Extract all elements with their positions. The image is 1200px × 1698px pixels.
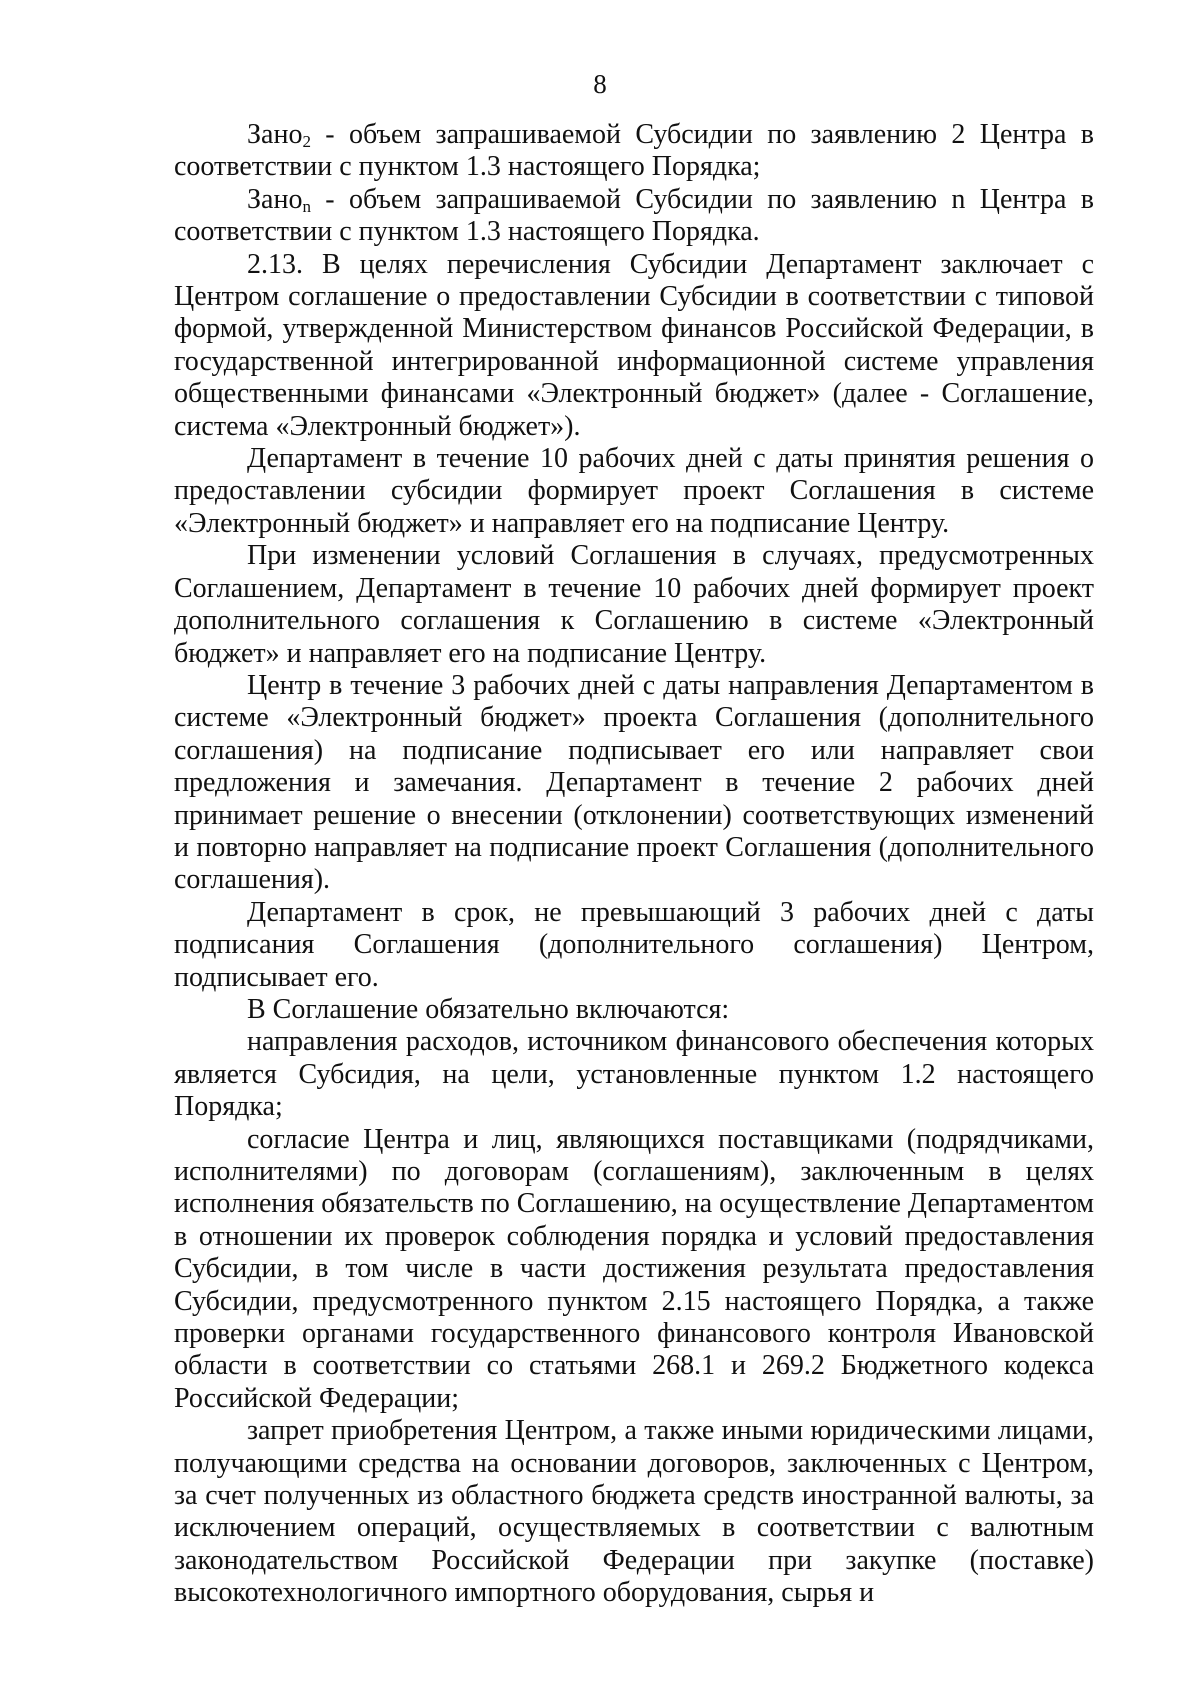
paragraph-formula-term-n	[174, 184, 1094, 249]
paragraph-clause-2-13: 2.13. В целях перечисления Субсидии Департамент заключает с Центром соглашение о предоставлении Субсидии в соответствии с типовой формой, утвержденной Министерством финансов Российской Федерации, в государственной интегрированной информационной системе управления общественными финансами «Электронный бюджет» (далее - Соглашение, система «Электронный бюджет»).	[174, 248, 1094, 442]
paragraph-agreement-includes: В Соглашение обязательно включаются:	[247, 993, 730, 1025]
page-number: 8	[593, 69, 607, 99]
document-body	[174, 119, 1094, 1610]
paragraph-department-signing: Департамент в срок, не превышающий 3 рабочих дней с даты подписания Соглашения (дополнительного соглашения) Центром, подписывает его.	[174, 896, 1094, 993]
formula-definition: - объем запрашиваемой Субсидии по заявлению n Центра в соответствии с пунктом 1.3 настоящего Порядка.	[174, 183, 1094, 248]
paragraph-center-signing: Центр в течение 3 рабочих дней с даты направления Департаментом в системе «Электронный бюджет» проекта Соглашения (дополнительного соглашения) на подписание подписывает его или направляет свои предложения и замечания. Департамент в течение 2 рабочих дней принимает решение о внесении (отклонении) соответствующих изменений и повторно направляет на подписание проект Соглашения (дополнительного соглашения).	[174, 669, 1094, 896]
paragraph-consent-checks: согласие Центра и лиц, являющихся поставщиками (подрядчиками, исполнителями) по договорам (соглашениям), заключенным в целях исполнения обязательств по Соглашению, на осуществление Департаментом в отношении их проверок соблюдения порядка и условий предоставления Субсидии, в том числе в части достижения результата предоставления Субсидии, предусмотренного пунктом 2.15 настоящего Порядка, а также проверки органами государственного финансового контроля Ивановской области в соответствии со статьями 268.1 и 269.2 Бюджетного кодекса Российской Федерации;	[174, 1123, 1095, 1414]
formula-term: Зано	[247, 183, 303, 215]
formula-subscript: n	[302, 196, 311, 216]
formula-definition: - объем запрашиваемой Субсидии по заявлению 2 Центра в соответствии с пунктом 1.3 настоящего Порядка;	[174, 119, 1094, 183]
formula-term: Зано	[247, 119, 303, 150]
paragraph-currency-ban: запрет приобретения Центром, а также иными юридическими лицами, получающими средства на основании договоров, заключенных с Центром, за счет полученных из областного бюджета средств иностранной валюты, за исключением операций, осуществляемых в соответствии с валютным законодательством Российской Федерации при закупке (поставке) высокотехнологичного импортного оборудования, сырья и	[174, 1415, 1094, 1609]
paragraph-expense-directions: направления расходов, источником финансового обеспечения которых является Субсидия, на цели, установленные пунктом 1.2 настоящего Порядка;	[174, 1026, 1094, 1123]
paragraph-agreement-changes: При изменении условий Соглашения в случаях, предусмотренных Соглашением, Департамент в течение 10 рабочих дней формирует проект дополнительного соглашения к Соглашению в системе «Электронный бюджет» и направляет его на подписание Центру.	[174, 540, 1094, 669]
paragraph-formula-term-2	[174, 119, 1094, 184]
formula-subscript: 2	[302, 132, 311, 151]
paragraph-draft-agreement: Департамент в течение 10 рабочих дней с даты принятия решения о предоставлении субсидии формирует проект Соглашения в системе «Электронный бюджет» и направляет его на подписание Центру.	[174, 443, 1094, 539]
